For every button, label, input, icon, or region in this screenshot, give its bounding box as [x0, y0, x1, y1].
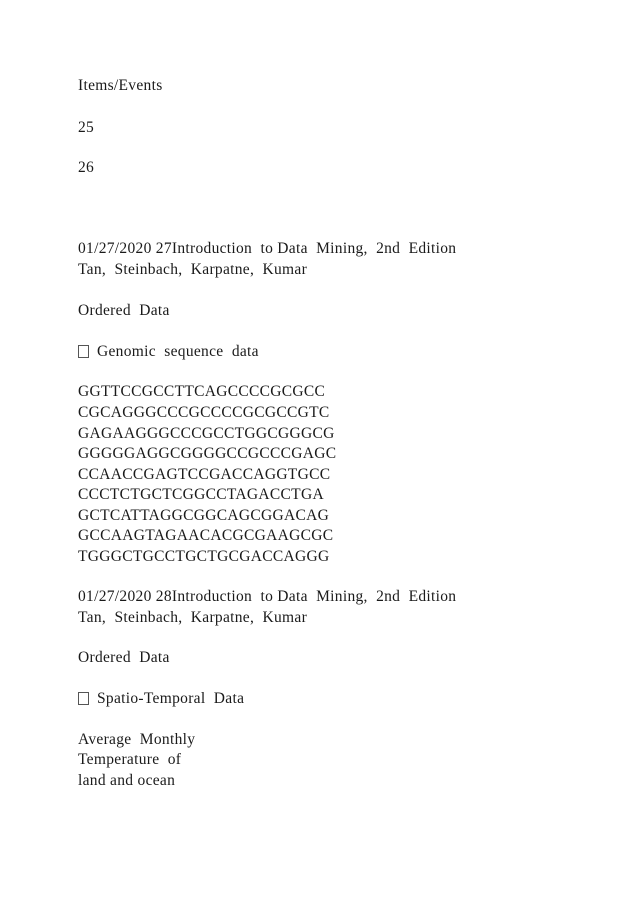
- slide27-header-line2: Tan, Steinbach, Karpatne, Kumar: [78, 261, 308, 278]
- slide28-bullet-text: Spatio-Temporal Data: [97, 690, 245, 707]
- value-25: 25: [78, 119, 95, 136]
- slide28-bullet: [78, 689, 244, 709]
- items-events-label: Items/Events: [78, 77, 163, 94]
- sequence-line: TGGGCTGCCTGCTGCGACCAGGG: [78, 548, 330, 565]
- slide27-bullet-text: Genomic sequence data: [97, 343, 259, 360]
- sequence-line: CGCAGGGCCCGCCCCGCGCCGTC: [78, 404, 330, 421]
- sequence-line: GGGGGAGGCGGGGCCGCCCGAGC: [78, 445, 337, 462]
- value-26: 26: [78, 159, 95, 176]
- slide28-header-line1: 01/27/2020 28Introduction to Data Mining, 2nd Edition: [78, 588, 457, 605]
- slide27-bullet: [78, 342, 259, 362]
- sequence-line: CCAACCGAGTCCGACCAGGTGCC: [78, 466, 331, 483]
- sequence-line: GGTTCCGCCTTCAGCCCCGCGCC: [78, 383, 326, 400]
- caption-line: Average Monthly: [78, 731, 196, 748]
- sequence-line: GAGAAGGGCCCGCCTGGCGGGCG: [78, 425, 335, 442]
- slide27-header-line1: 01/27/2020 27Introduction to Data Mining, 2nd Edition: [78, 240, 457, 257]
- slide27-title: Ordered Data: [78, 302, 170, 319]
- sequence-line: GCCAAGTAGAACACGCGAAGCGC: [78, 527, 334, 544]
- sequence-line: GCTCATTAGGCGGCAGCGGACAG: [78, 507, 330, 524]
- caption-line: Temperature of: [78, 751, 182, 768]
- slide28-title: Ordered Data: [78, 649, 170, 666]
- sequence-line: CCCTCTGCTCGGCCTAGACCTGA: [78, 486, 324, 503]
- caption-line: land and ocean: [78, 772, 176, 789]
- bullet-box-icon: [78, 692, 89, 705]
- slide28-header-line2: Tan, Steinbach, Karpatne, Kumar: [78, 609, 308, 626]
- bullet-box-icon: [78, 345, 89, 358]
